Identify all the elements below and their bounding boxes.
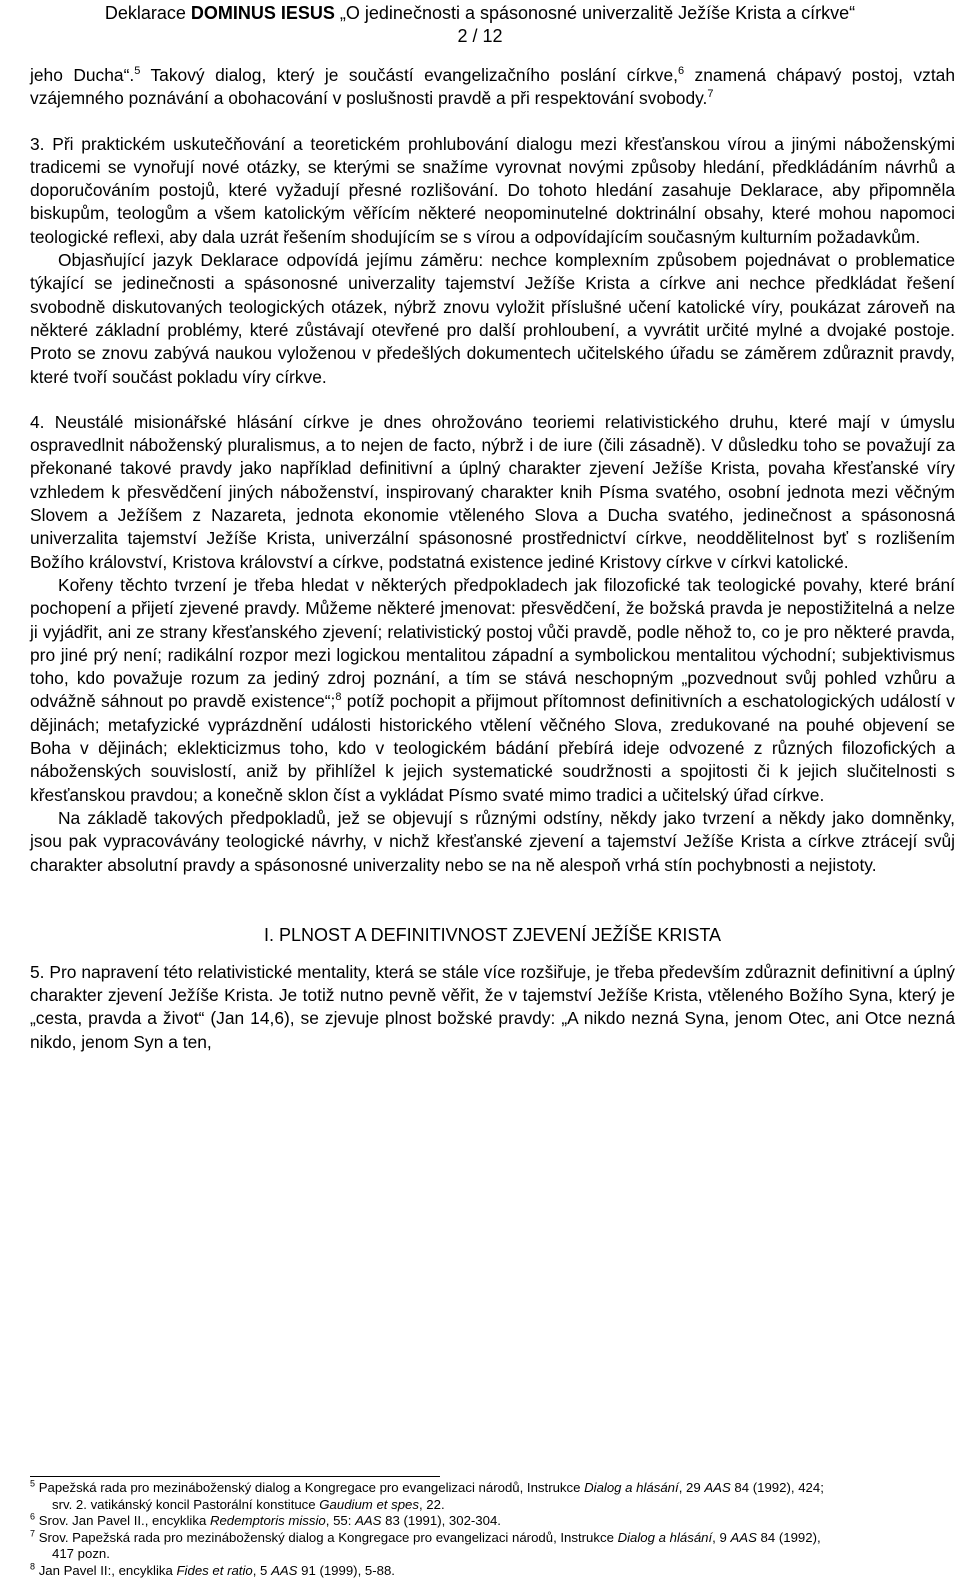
text: , 9	[712, 1529, 731, 1545]
paragraph-continued	[30, 64, 955, 111]
text: Srov. Jan Pavel II., encyklika	[38, 1513, 210, 1529]
paragraph-4c: Na základě takových předpokladů, jež se objevují s různými odstíny, někdy jako tvrzení a někdy jako domněnky, jsou pak vypracovávány teologické návrhy, v nichž křesťanské zjevení a tajemství Ježíše Krista a církve ztrácejí svůj charakter absolutní pravdy a spásonosné univerzality nebo se na ně alespoň vrhá stín pochybnosti a nejistoty.	[30, 807, 955, 875]
footnotes	[30, 1480, 960, 1580]
text: jeho Ducha“.	[30, 65, 135, 85]
text: , 5	[252, 1562, 272, 1578]
text: , 29	[678, 1480, 705, 1495]
footnote-5-continued	[30, 1497, 960, 1514]
paragraph-5: 5. Pro napravení této relativistické mentality, která se stále více rozšiřuje, je třeba především zdůraznit definitivní a úplný charakter zjevení Ježíše Krista. Je totiž nutno pevně věřit, že v tajemství Ježíše Krista, vtěleného Božího Syna, který je „cesta, pravda a život“ (Jan 14,6), se zjevuje plnost božské pravdy: „A nikdo nezná Syna, jenom Otec, ani Otce nezná nikdo, jenom Syn a ten,	[30, 961, 955, 1052]
footnote-ref[interactable]: 5	[134, 65, 141, 78]
text: Fides et ratio	[176, 1562, 253, 1578]
text: AAS	[271, 1562, 298, 1578]
footnote-6	[30, 1513, 960, 1530]
text: Dialog a hlásání	[584, 1480, 679, 1495]
page-number: 2 / 12	[457, 26, 503, 46]
title-prefix: Deklarace	[104, 3, 191, 23]
text: AAS	[355, 1513, 382, 1529]
paragraph-3b: Objasňující jazyk Deklarace odpovídá jejímu záměru: nechce komplexním způsobem pojednávat o problematice týkající se jedinečnosti a spásonosné univerzality tajemství Ježíše Krista a církve ani nechce předkládat řešení svobodně diskutovaných teologických otázek, nýbrž znovu vyložit příslušné učení katolické víry, poukázat zároveň na některé základní problémy, které zůstávají otevřené pro další prohloubení, a vyvrátit určité mylné a dvojaké postoje. Proto se znovu zabývá naukou vyloženou v předešlých dokumentech učitelského úřadu se záměrem zdůraznit pravdy, které tvoří součást pokladu víry církve.	[30, 250, 955, 387]
footnote-ref[interactable]: 7	[707, 88, 714, 101]
section-heading: I. PLNOST A DEFINITIVNOST ZJEVENÍ JEŽÍŠE KRISTA	[263, 924, 722, 945]
footnote-number: 6	[30, 1511, 36, 1522]
text: potíž pochopit a přijmout přítomnost definitivních a eschatologických událostí v dějinách; metafyzické vyprázdnění události historického vtělení věčného Slova, zredukované na pouhé objevení se Boha v dějinách; eklekticizmus toho, kdo v teologickém bádání přebírá ideje odvozené z různých filozofických a náboženských souvislostí, aniž by přihlížel k jejich systematické soudržnosti a spojitosti či k jejich slučitelnosti s křesťanskou pravdou; a konečně sklon číst a vykládat Písmo svaté mimo tradici a učitelský úřad církve.	[30, 691, 955, 805]
title-suffix: „O jedinečnosti a spásonosné univerzalitě Ježíše Krista a církve“	[334, 3, 856, 23]
text: Gaudium et spes	[319, 1496, 419, 1512]
text: Dialog a hlásání	[617, 1529, 713, 1545]
footnote-ref[interactable]: 6	[677, 65, 685, 78]
text: Redemptoris missio	[209, 1513, 326, 1529]
document-title	[0, 0, 960, 24]
text: Srov. Papežská rada pro mezináboženský dialog a Kongregace pro evangelizaci národů, Instrukce	[38, 1529, 618, 1545]
text: 84 (1992),	[756, 1529, 821, 1545]
text: srv. 2. vatikánský koncil Pastorální konstituce	[52, 1496, 320, 1512]
text: 91 (1999), 5-88.	[297, 1562, 395, 1578]
footnote-5	[30, 1480, 960, 1497]
text: AAS	[730, 1529, 757, 1545]
text: 84 (1992), 424;	[730, 1480, 824, 1495]
footnote-7-continued: 417 pozn.	[52, 1546, 110, 1562]
text: , 55:	[325, 1513, 356, 1529]
text: AAS	[704, 1480, 731, 1495]
footnote-8	[30, 1563, 960, 1580]
text: 83 (1991), 302-304.	[381, 1513, 501, 1529]
footnote-7	[30, 1530, 960, 1547]
text: Papežská rada pro mezináboženský dialog a Kongregace pro evangelizaci národů, Instrukce	[38, 1480, 585, 1495]
paragraph-4: 4. Neustálé misionářské hlásání církve je dnes ohrožováno teoriemi relativistického druhu, které mají v úmyslu ospravedlnit náboženský pluralismus, a to nejen de facto, nýbrž i de iure (čili zásadně). V důsledku toho se považují za překonané takové pravdy jako například definitivní a úplný charakter zjevení Ježíše Krista, povaha křesťanské víry vzhledem k přesvědčení jiných náboženství, inspirovaný charakter knih Písma svatého, osobní jednota mezi věčným Slovem a Ježíšem z Nazareta, jednota ekonomie vtěleného Slova a Ducha svatého, jedinečnost a spásonosná univerzalita tajemství Ježíše Krista, univerzální spásonosné prostřednictví církve, neoddělitelnost byť s rozlišením Božího království, Kristova království a církve, podstatná existence jediné Kristovy církve v církvi katolické.	[30, 411, 955, 572]
page-header	[0, 0, 960, 47]
paragraph-4b	[30, 574, 955, 807]
text: Takový dialog, který je součástí evangelizačního poslání církve,	[140, 65, 678, 85]
title-bold: DOMINUS IESUS	[190, 3, 335, 23]
text: , 22.	[418, 1496, 445, 1512]
footnote-number: 8	[30, 1561, 36, 1572]
text: znamená chápavý postoj, vztah vzájemného poznávání a obohacování v poslušnosti pravdě a při respektování svobody.	[30, 65, 956, 109]
footnote-number: 5	[30, 1478, 36, 1489]
document-body	[30, 64, 956, 1578]
footnote-separator	[30, 1476, 440, 1477]
text: Kořeny těchto tvrzení je třeba hledat v některých předpokladech jak filozofické tak teologické povahy, které brání pochopení a přijetí zjevené pravdy. Můžeme některé jmenovat: přesvědčení, že božská pravda je nepostižitelná a nelze ji vyjádřit, ani ze strany křesťanského zjevení; relativistický postoj vůči pravdě, podle něhož to, co je pro některé pravda, pro jiné prý není; radikální rozpor mezi logickou mentalitou západní a symbolickou mentalitou východní; subjektivismus toho, kdo považuje rozum za jediný zdroj poznání, a tím se stává neschopným „pozvednout svůj pohled vzhůru a odvážně sáhnout po pravdě existence“;	[30, 574, 955, 712]
footnote-number: 7	[30, 1528, 36, 1539]
footnote-ref[interactable]: 8	[335, 691, 342, 704]
text: Jan Pavel II:, encyklika	[38, 1562, 177, 1578]
paragraph-3: 3. Při praktickém uskutečňování a teoretickém prohlubování dialogu mezi křesťanskou vírou a jinými náboženskými tradicemi se vynořují nové otázky, se kterými se snažíme vyrovnat novými způsoby hledání, předkládáním návrhů a doporučováním postojů, které vyžadují přesné rozlišování. Do tohoto hledání zasahuje Deklarace, aby připomněla biskupům, teologům a všem katolickým věřícím některé neopominutelné doktrinální obsahy, které mohou napomoci teologické reflexi, aby dala uzrát řešením shodujícím se s vírou a odpovídajícím současným kulturním požadavkům.	[30, 133, 955, 247]
